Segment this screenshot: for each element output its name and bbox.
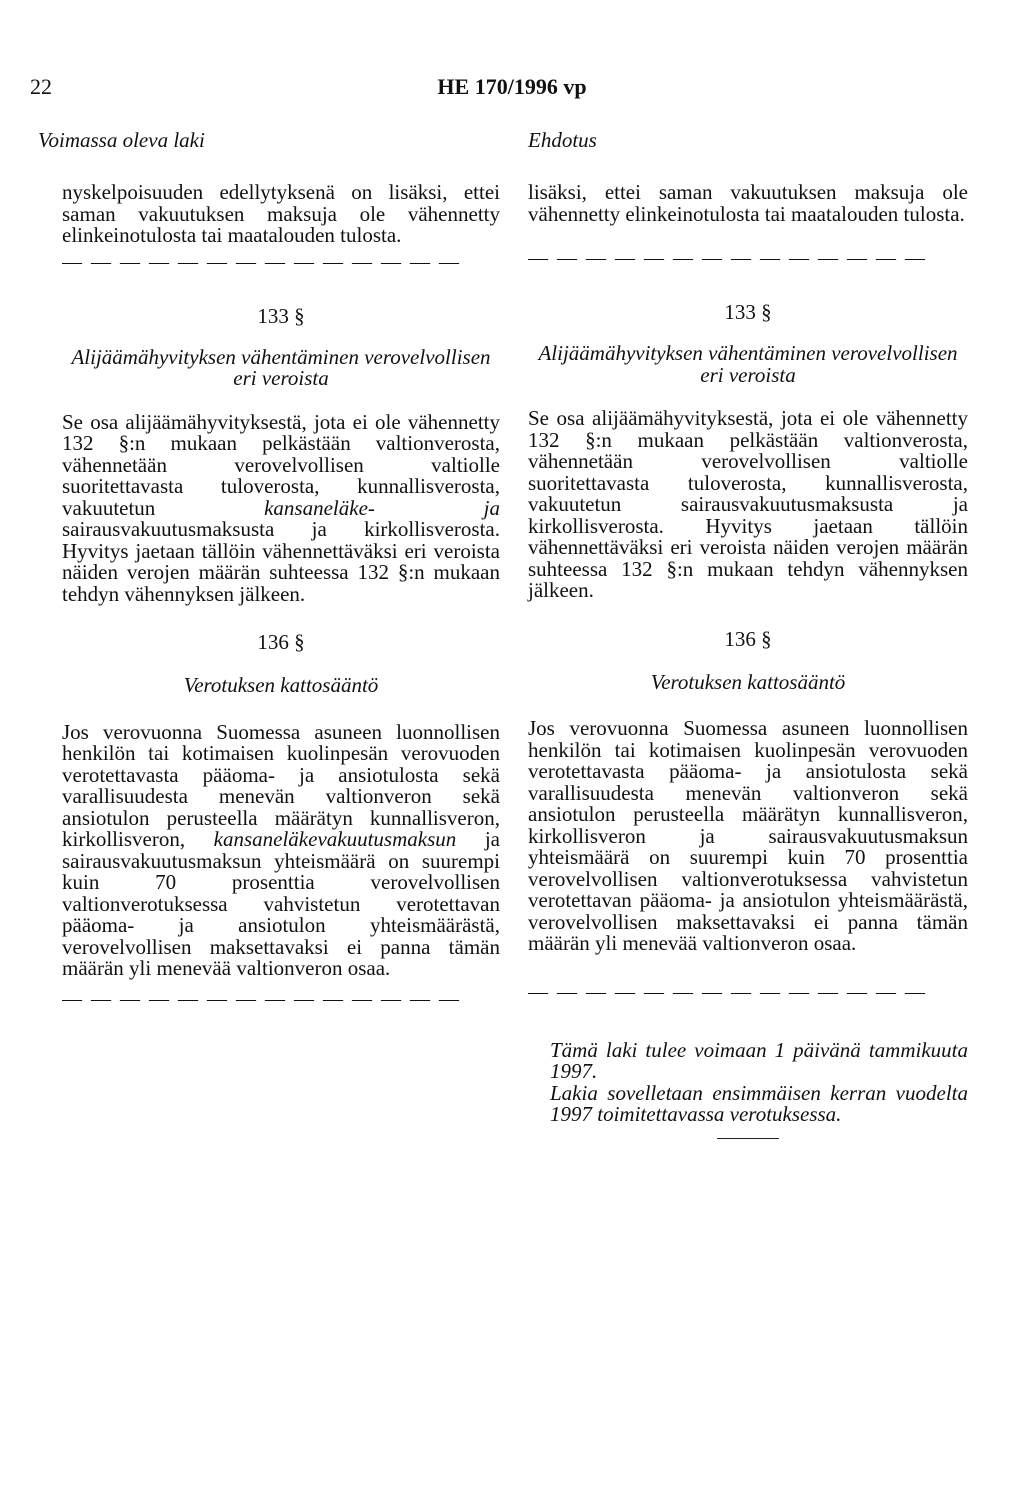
right-section-136-number: 136 § [724,626,772,651]
right-section-136-text: Jos verovuonna Suomessa asuneen luonnollisen henkilön tai kotimaisen kuolinpesän verovuoden verotettavasta pääoma- ja ansiotulosta sekä varallisuudesta menevän valtionveron sekä ansiotulon perusteella määrätyn kunnallisveron, kirkollisveron ja sairausvakuutusmaksun yhteismäärä on suurempi kuin 70 prosenttia verovelvollisen valtionverotuksessa vahvistetun verotettavan pääoma- ja ansiotulon yhteismäärästä, verovelvollisen maksettavaksi ei panna tämän määrän yli menevää valtionveron osaa. [528,716,968,955]
left-section-133-text-part-a: Se osa alijäämähyvityksestä, jota ei ole vähennetty 132 §:n mukaan pelkästään valtionverosta, vähennetään verovelvollisen valtiolle suoritettavasta tuloverosta, kunnallisverosta, vakuutetun [62,409,500,520]
left-section-136-text [62,719,500,980]
right-section-133-number: 133 § [724,300,772,324]
left-column-heading: Voimassa oleva laki [38,128,205,152]
left-intro-text: nyskelpoisuuden edellytyksenä on lisäksi, ettei saman vakuutuksen maksuja ole vähennetty elinkeinotulosta tai maatalouden tulosta. [62,180,500,247]
left-column-current-law [38,128,500,1011]
section-separator: — — — — — — — — — — — — — — [528,247,927,269]
left-section-133-text-part-b: sairausvakuutusmaksusta ja kirkollisverosta. Hyvitys jaetaan tällöin vähennettäväksi eri veroista näiden verojen määrän suhteessa 132 §:n mukaan tehdyn vähennyksen jälkeen. [62,517,500,606]
right-column-proposal [528,128,968,1139]
closing-rule [717,1138,779,1139]
left-section-136-title: Verotuksen kattosääntö [183,673,379,697]
left-section-133-title: Alijäämähyvityksen vähentäminen verovelvollisen eri veroista [71,344,491,390]
section-separator: — — — — — — — — — — — — — — [62,987,461,1010]
left-section-136-text-part-b: ja sairausvakuutusmaksun yhteismäärä on suurempi kuin 70 prosenttia verovelvollisen valtionverotuksessa vahvistetun verotettavan pääoma- ja ansiotulon yhteismäärästä, verovelvollisen maksettavaksi ei panna tämän määrän yli menevää valtionveron osaa. [62,827,500,980]
left-section-133-number: 133 § [257,303,305,328]
right-intro-text: lisäksi, ettei saman vakuutuksen maksuja ole vähennetty elinkeinotulosta tai maatalouden tulosta. [528,180,968,226]
closing-entry-into-force: Tämä laki tulee voimaan 1 päivänä tammikuuta 1997. [550,1037,968,1083]
right-section-136-title: Verotuksen kattosääntö [650,669,846,694]
left-section-136-number: 136 § [257,630,305,654]
left-section-136-text-part-a: Jos verovuonna Suomessa asuneen luonnollisen henkilön tai kotimaisen kuolinpesän verovuoden verotettavasta pääoma- ja ansiotulosta sekä varallisuudesta menevän valtionveron sekä ansiotulon perusteella määrätyn kunnallisveron, kirkollisveron, [62,719,500,851]
section-separator: — — — — — — — — — — — — — — [62,250,461,273]
document-id: HE 170/1996 vp [437,74,587,99]
left-section-136-text-italic: kansaneläkevakuutusmaksun [213,827,457,851]
right-section-133-title: Alijäämähyvityksen vähentäminen verovelvollisen eri veroista [538,341,958,387]
closing-application: Lakia sovelletaan ensimmäisen kerran vuodelta 1997 toimitettavassa verotuksessa. [550,1080,968,1126]
page-number: 22 [30,74,52,99]
page-header [30,74,994,104]
left-section-133-text-italic: kansaneläke- ja [264,495,500,520]
right-column-heading: Ehdotus [528,128,597,152]
left-section-133-text [62,409,500,606]
section-separator: — — — — — — — — — — — — — — [528,980,927,1003]
right-section-133-text: Se osa alijäämähyvityksestä, jota ei ole vähennetty 132 §:n mukaan pelkästään valtionverosta, vähennetään verovelvollisen valtiolle suoritettavasta tuloverosta, kunnallisverosta, vakuutetun sairausvakuutusmaksusta ja kirkollisverosta. Hyvitys jaetaan tällöin vähennettäväksi eri veroista näiden verojen määrän suhteessa 132 §:n mukaan tehdyn vähennyksen jälkeen. [528,406,968,602]
